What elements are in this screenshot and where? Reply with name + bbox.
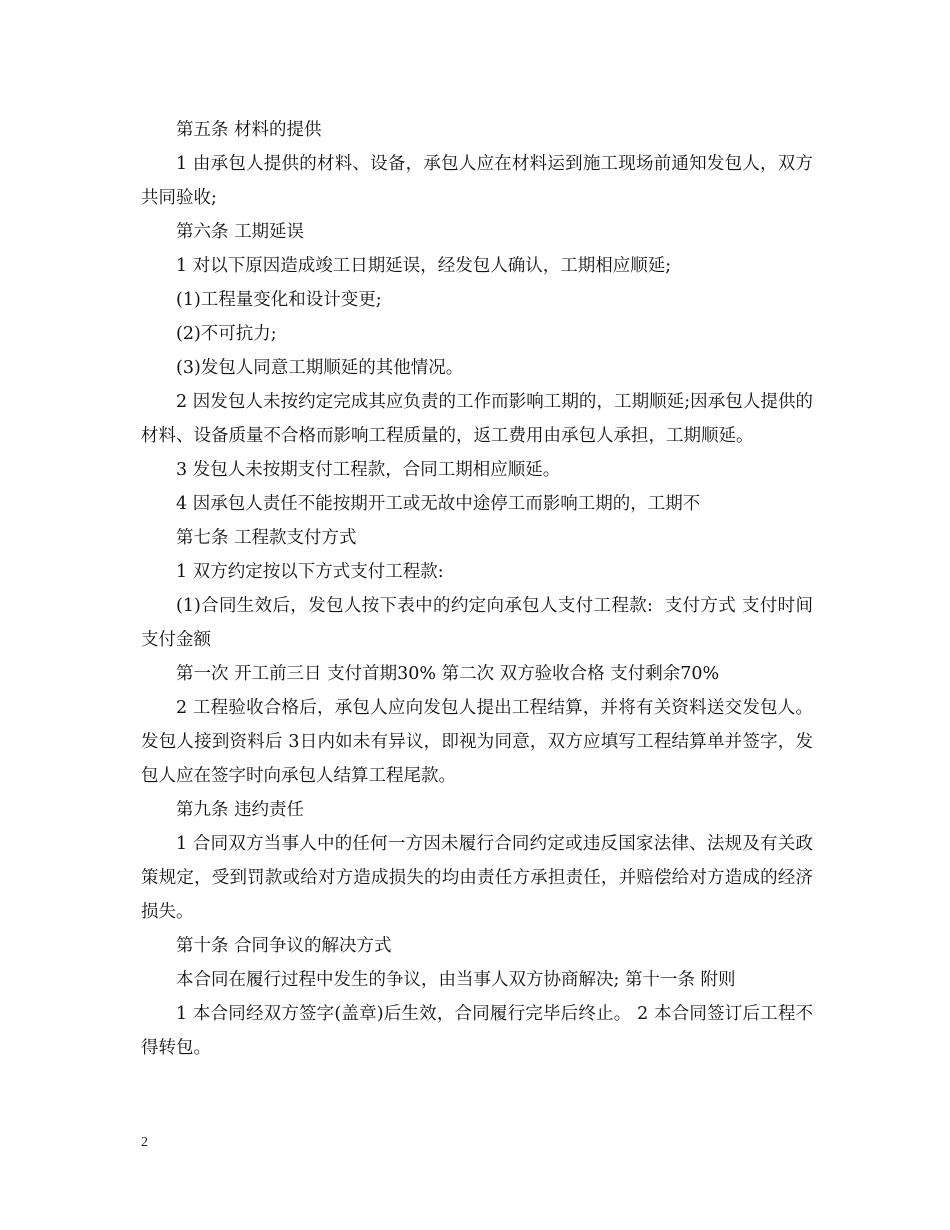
document-body xyxy=(141,113,819,1065)
article-5-clause-1: 1 由承包人提供的材料、设备，承包人应在材料运到施工现场前通知发包人，双方共同验收; xyxy=(141,154,813,208)
article-5-heading: 第五条 材料的提供 xyxy=(176,120,322,140)
article-9-clause-1: 1 合同双方当事人中的任何一方因未履行合同约定或违反国家法律、法规及有关政策规定，受到罚款或给对方造成损失的均由责任方承担责任，并赔偿给对方造成的经济损失。 xyxy=(141,834,813,922)
page-number: 2 xyxy=(141,1135,148,1150)
article-9-heading: 第九条 违约责任 xyxy=(176,800,305,820)
article-7-item-1: (1)合同生效后，发包人按下表中的约定向承包人支付工程款: 支付方式 支付时间 支付金额 xyxy=(141,596,819,650)
article-10-body: 本合同在履行过程中发生的争议，由当事人双方协商解决; 第十一条 附则 xyxy=(176,970,736,990)
article-6-clause-1: 1 对以下原因造成竣工日期延误，经发包人确认，工期相应顺延; xyxy=(176,256,672,276)
article-10-heading: 第十条 合同争议的解决方式 xyxy=(176,936,392,956)
payment-schedule: 第一次 开工前三日 支付首期30% 第二次 双方验收合格 支付剩余70% xyxy=(176,664,720,684)
article-6-item-2: (2)不可抗力; xyxy=(176,324,277,344)
article-6-clause-3: 3 发包人未按期支付工程款，合同工期相应顺延。 xyxy=(176,460,561,480)
article-6-heading: 第六条 工期延误 xyxy=(176,222,305,242)
article-7-heading: 第七条 工程款支付方式 xyxy=(176,528,357,548)
article-6-item-1: (1)工程量变化和设计变更; xyxy=(176,290,382,310)
article-6-item-3: (3)发包人同意工期顺延的其他情况。 xyxy=(176,358,464,378)
article-7-clause-1: 1 双方约定按以下方式支付工程款: xyxy=(176,562,444,582)
article-6-clause-4: 4 因承包人责任不能按期开工或无故中途停工而影响工期的，工期不 xyxy=(176,494,701,514)
article-6-clause-2: 2 因发包人未按约定完成其应负责的工作而影响工期的，工期顺延;因承包人提供的材料、设备质量不合格而影响工程质量的，返工费用由承包人承担，工期顺延。 xyxy=(141,392,813,446)
article-7-clause-2: 2 工程验收合格后，承包人应向发包人提出工程结算，并将有关资料送交发包人。发包人接到资料后 3日内如未有异议，即视为同意，双方应填写工程结算单并签字，发包人应在签字时向承包人结算工程尾款。 xyxy=(141,698,813,786)
article-11-clauses: 1 本合同经双方签字(盖章)后生效，合同履行完毕后终止。 2 本合同签订后工程不得转包。 xyxy=(141,1004,813,1058)
